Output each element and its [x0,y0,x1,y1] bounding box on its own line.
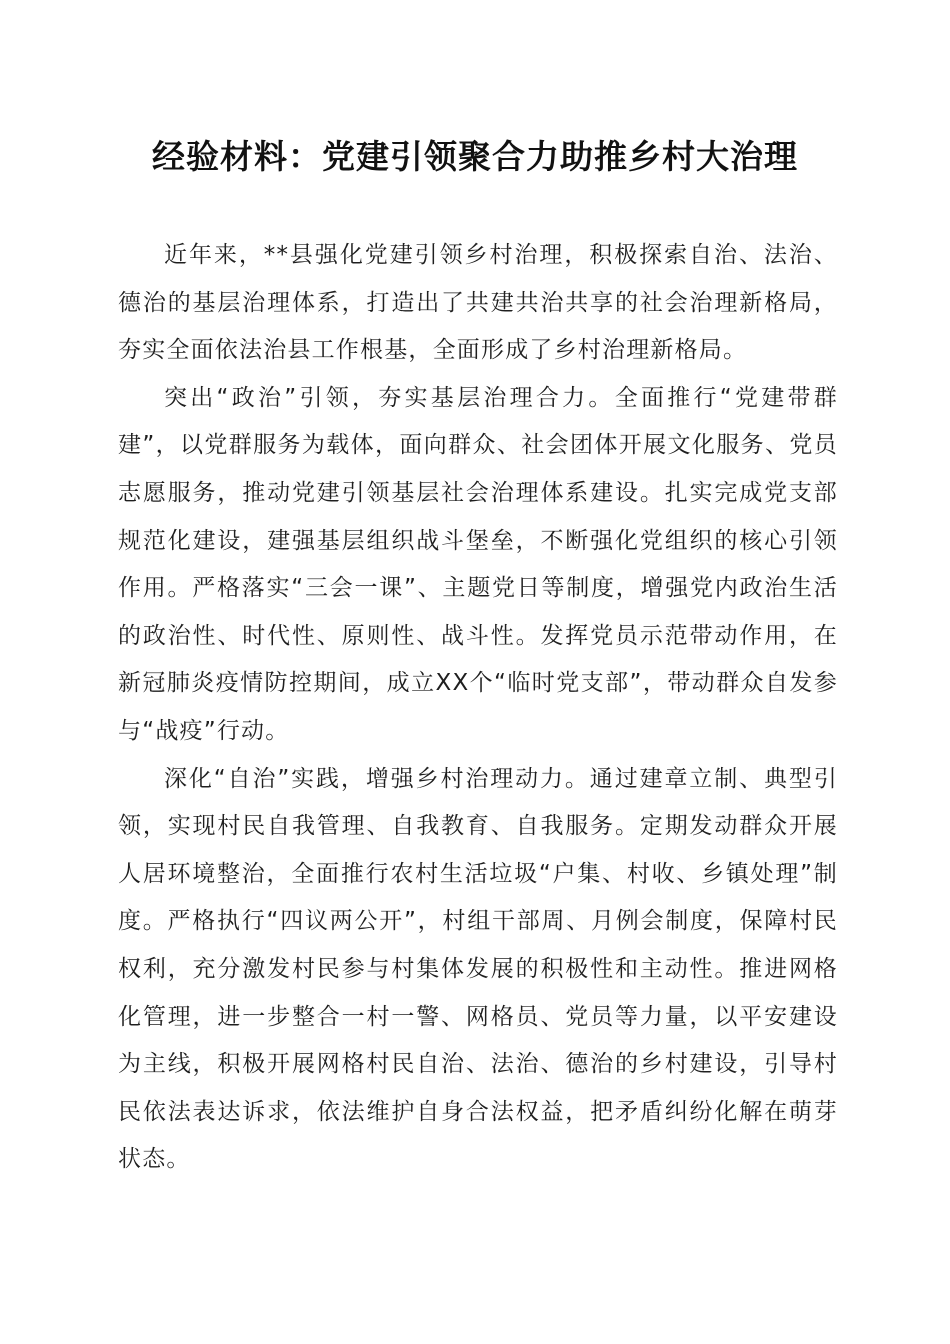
paragraph-intro: 近年来，**县强化党建引领乡村治理，积极探索自治、法治、德治的基层治理体系，打造出了共建共治共享的社会治理新格局，夯实全面依法治县工作根基，全面形成了乡村治理新格局。 [118,242,838,364]
document-title: 经验材料：党建引领聚合力助推乡村大治理 [152,137,798,176]
document-body [118,232,838,1184]
paragraph-self-governance: 深化“自治”实践，增强乡村治理动力。通过建章立制、典型引领，实现村民自我管理、自我教育、自我服务。定期发动群众开展人居环境整治，全面推行农村生活垃圾“户集、村收、乡镇处理”制度。严格执行“四议两公开”，村组干部周、月例会制度，保障村民权利，充分激发村民参与村集体发展的积极性和主动性。推进网格化管理，进一步整合一村一警、网格员、党员等力量，以平安建设为主线，积极开展网格村民自治、法治、德治的乡村建设，引导村民依法表达诉求，依法维护自身合法权益，把矛盾纠纷化解在萌芽状态。 [118,765,838,1173]
paragraph-political-leadership: 突出“政治”引领，夯实基层治理合力。全面推行“党建带群建”，以党群服务为载体，面向群众、社会团体开展文化服务、党员志愿服务，推动党建引领基层社会治理体系建设。扎实完成党支部规范化建设，建强基层组织战斗堡垒，不断强化党组织的核心引领作用。严格落实“三会一课”、主题党日等制度，增强党内政治生活的政治性、时代性、原则性、战斗性。发挥党员示范带动作用，在新冠肺炎疫情防控期间，成立XX个“临时党支部”，带动群众自发参与“战疫”行动。 [118,384,838,744]
